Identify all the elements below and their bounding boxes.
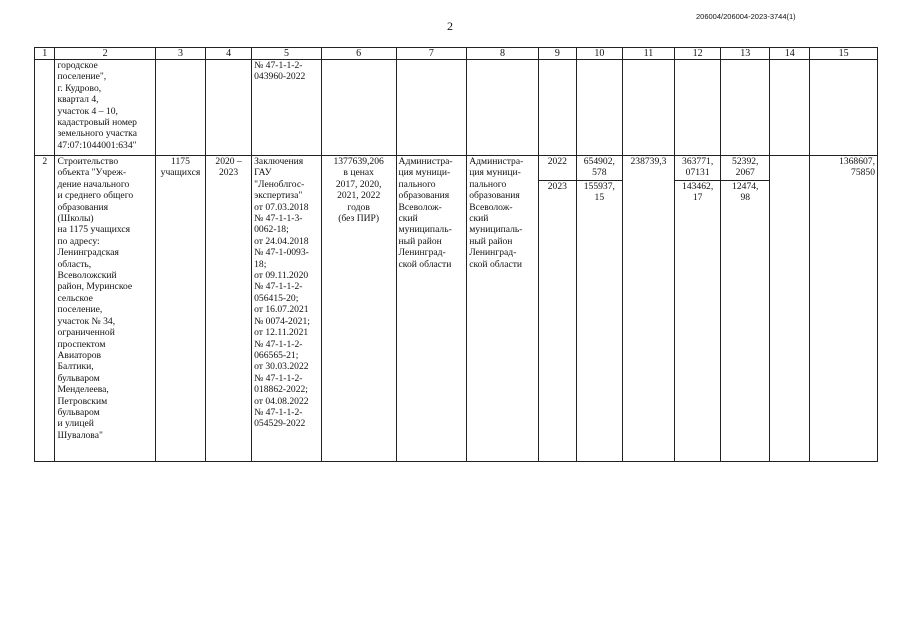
capacity: 1175 учащихся	[155, 156, 205, 462]
header-cell: 14	[770, 48, 810, 60]
col11-2022: 238739,3	[630, 156, 667, 167]
object-description-cont: городское поселение", г. Кудрово, квартал 4, участок 4 – 10, кадастровый номер земельного участка 47:07:1044001:634"	[55, 60, 155, 156]
col11-cell	[622, 156, 674, 462]
col12-2022: 363771, 07131	[682, 156, 714, 179]
header-cell: 7	[396, 48, 467, 60]
header-cell: 3	[155, 48, 205, 60]
year-2022: 2022	[547, 156, 567, 167]
col10-2022: 654902, 578	[583, 156, 615, 179]
col10-2023: 155937, 15	[577, 180, 622, 204]
col12-2023: 143462, 17	[675, 180, 720, 204]
page-number: 2	[447, 19, 453, 33]
col10-cell	[576, 156, 622, 462]
header-cell: 10	[576, 48, 622, 60]
col14-2022	[770, 156, 809, 180]
years-cell	[538, 156, 576, 462]
year-2023: 2023	[539, 180, 576, 192]
header-cell: 11	[622, 48, 674, 60]
header-cell: 4	[206, 48, 252, 60]
header-cell: 5	[252, 48, 322, 60]
col12-cell	[675, 156, 721, 462]
header-cell: 12	[675, 48, 721, 60]
conclusion-cont: № 47-1-1-2- 043960-2022	[252, 60, 322, 156]
header-cell: 6	[321, 48, 396, 60]
customer: Администра- ция муници- пального образования Всеволож- ский муниципаль- ный район Ленинград- ской области	[396, 156, 467, 462]
col13-cell	[721, 156, 770, 462]
expertise-conclusions: Заключения ГАУ "Леноблгос- экспертиза" от 07.03.2018 № 47-1-1-3- 0062-18; от 24.04.2018 № 47-1-0093- 18; от 09.11.2020 № 47-1-1-2- 056415-20; от 16.07.2021 № 0074-2021; от 12.11.2021 № 47-1-1-2- 066565-21; от 30.03.2022 № 47-1-1-2- 018862-2022; от 04.08.2022 № 47-1-1-2- 054529-2022	[252, 156, 322, 462]
developer: Администра- ция муници- пального образования Всеволож- ский муниципаль- ный район Ленинград- ской области	[467, 156, 539, 462]
header-cell: 15	[810, 48, 878, 60]
table-row-continued	[35, 60, 878, 156]
investment-table	[34, 47, 878, 462]
object-description: Строительство объекта "Учреж- дение начального и среднего общего образования (Школы) на 1175 учащихся по адресу: Ленинградская область, Всеволожский район, Муринское сельское поселение, участок № 34, ограниченной проспектом Авиаторов Балтики, бульваром Менделеева, Петровским бульваром и улицей Шувалова"	[55, 156, 155, 462]
total-cost: 1368607, 75850	[810, 156, 878, 462]
header-cell: 2	[55, 48, 155, 60]
col13-2023: 12474, 98	[721, 180, 769, 204]
document-id: 206004/206004-2023-3744(1)	[696, 12, 796, 21]
header-cell: 8	[467, 48, 539, 60]
construction-period: 2020 – 2023	[206, 156, 252, 462]
header-cell: 9	[538, 48, 576, 60]
header-cell: 13	[721, 48, 770, 60]
header-row	[35, 48, 878, 60]
col13-2022: 52392, 2067	[732, 156, 759, 179]
table-row	[35, 156, 878, 462]
col14-cell	[770, 156, 810, 462]
estimated-cost: 1377639,206 в ценах 2017, 2020, 2021, 2022 годов (без ПИР)	[321, 156, 396, 462]
header-cell: 1	[35, 48, 55, 60]
row-number: 2	[35, 156, 55, 462]
